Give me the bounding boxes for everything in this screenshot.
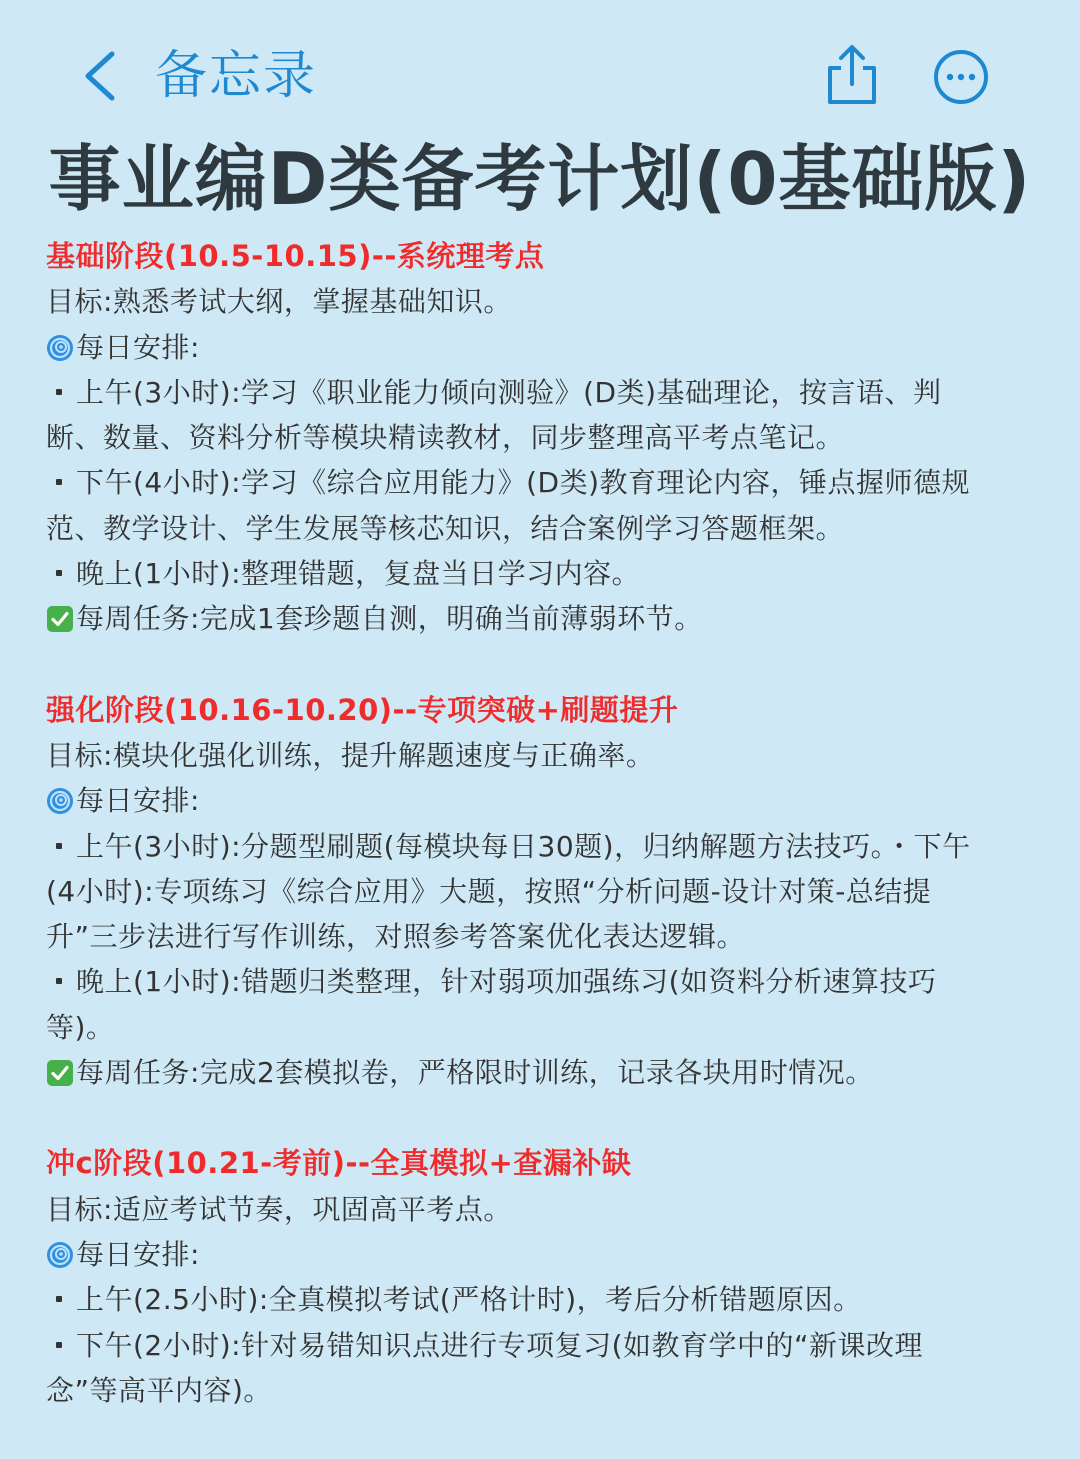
section-heading: 冲c阶段(10.21-考前)--全真模拟+查漏补缺 — [46, 1146, 632, 1181]
list-item-continuation: (4小时):专项练习《综合应用》大题，按照“分析问题-设计对策-总结提 — [46, 874, 932, 908]
bullet-icon — [56, 389, 62, 395]
weekly-task: 每周任务:完成2套模拟卷，严格限时训练，记录各块用时情况。 — [76, 1056, 874, 1090]
daily-label-row — [46, 778, 1036, 823]
list-item-continuation: 念”等高平内容)。 — [46, 1373, 272, 1407]
bullet-icon — [56, 1342, 62, 1348]
weekly-task-row — [46, 596, 1036, 641]
list-item-text: 下午(4小时):学习《综合应用能力》(D类)教育理论内容，锤点握师德规 — [76, 466, 971, 500]
cyclone-icon — [46, 787, 74, 815]
list-item-text: 上午(3小时):分题型刷题(每模块每日30题)，归纳解题方法技巧。・下午 — [76, 829, 971, 863]
list-item — [46, 1323, 1036, 1368]
note-title[interactable]: 事业编D类备考计划(0基础版) — [48, 137, 1032, 221]
section-goal: 目标:模块化强化训练，提升解题速度与正确率。 — [46, 738, 655, 772]
section-sprint — [46, 1141, 1036, 1413]
section-goal: 目标:熟悉考试大纲，掌握基础知识。 — [46, 285, 512, 319]
daily-label-row — [46, 325, 1036, 370]
section-heading: 强化阶段(10.16-10.20)--专项突破+刷题提升 — [46, 692, 679, 727]
list-item — [46, 551, 1036, 596]
section-foundation — [46, 234, 1036, 642]
list-item-text: 下午(2小时):针对易错知识点进行专项复习(如教育学中的“新课改理 — [76, 1328, 924, 1362]
back-label[interactable]: 备忘录 — [155, 46, 318, 106]
note-body[interactable] — [46, 234, 1036, 1459]
bullet-icon — [56, 479, 62, 485]
check-box-icon — [46, 1059, 74, 1087]
share-icon — [824, 42, 880, 108]
cyclone-icon — [46, 1241, 74, 1269]
list-item-continuation: 升”三步法进行写作训练，对照参考答案优化表达逻辑。 — [46, 920, 746, 954]
weekly-task-row — [46, 1050, 1036, 1095]
weekly-task: 每周任务:完成1套珍题自测，明确当前薄弱环节。 — [76, 602, 703, 636]
list-item — [46, 959, 1036, 1004]
section-intensive — [46, 688, 1036, 1096]
list-item-continuation: 范、教学设计、学生发展等核芯知识，结合案例学习答题框架。 — [46, 511, 845, 545]
bullet-icon — [56, 843, 62, 849]
daily-label: 每日安排: — [76, 1237, 200, 1271]
share-button[interactable] — [824, 42, 880, 108]
bullet-icon — [56, 1296, 62, 1302]
list-item — [46, 824, 1036, 869]
daily-label-row — [46, 1232, 1036, 1277]
list-item-continuation: 断、数量、资料分析等模块精读教材，同步整理高平考点笔记。 — [46, 421, 845, 455]
check-box-icon — [46, 605, 74, 633]
list-item — [46, 370, 1036, 415]
daily-label: 每日安排: — [76, 784, 200, 818]
list-item-text: 上午(2.5小时):全真模拟考试(严格计时)，考后分析错题原因。 — [76, 1283, 862, 1317]
chevron-left-icon — [80, 48, 120, 104]
list-item-continuation: 等)。 — [46, 1010, 115, 1044]
bullet-icon — [56, 570, 62, 576]
daily-label: 每日安排: — [76, 330, 200, 364]
section-goal: 目标:适应考试节奏，巩固高平考点。 — [46, 1192, 512, 1226]
list-item — [46, 1277, 1036, 1322]
more-button[interactable] — [932, 48, 990, 106]
list-item-text: 晚上(1小时):错题归类整理，针对弱项加强练习(如资料分析速算技巧 — [76, 965, 937, 999]
cyclone-icon — [46, 334, 74, 362]
bullet-icon — [56, 978, 62, 984]
back-button[interactable] — [80, 48, 120, 104]
list-item-text: 晚上(1小时):整理错题，复盘当日学习内容。 — [76, 557, 641, 591]
list-item-text: 上午(3小时):学习《职业能力倾向测验》(D类)基础理论，按言语、判 — [76, 375, 942, 409]
list-item — [46, 460, 1036, 505]
ellipsis-circle-icon — [932, 48, 990, 106]
section-heading: 基础阶段(10.5-10.15)--系统理考点 — [46, 239, 545, 273]
navigation-bar — [0, 0, 1080, 140]
